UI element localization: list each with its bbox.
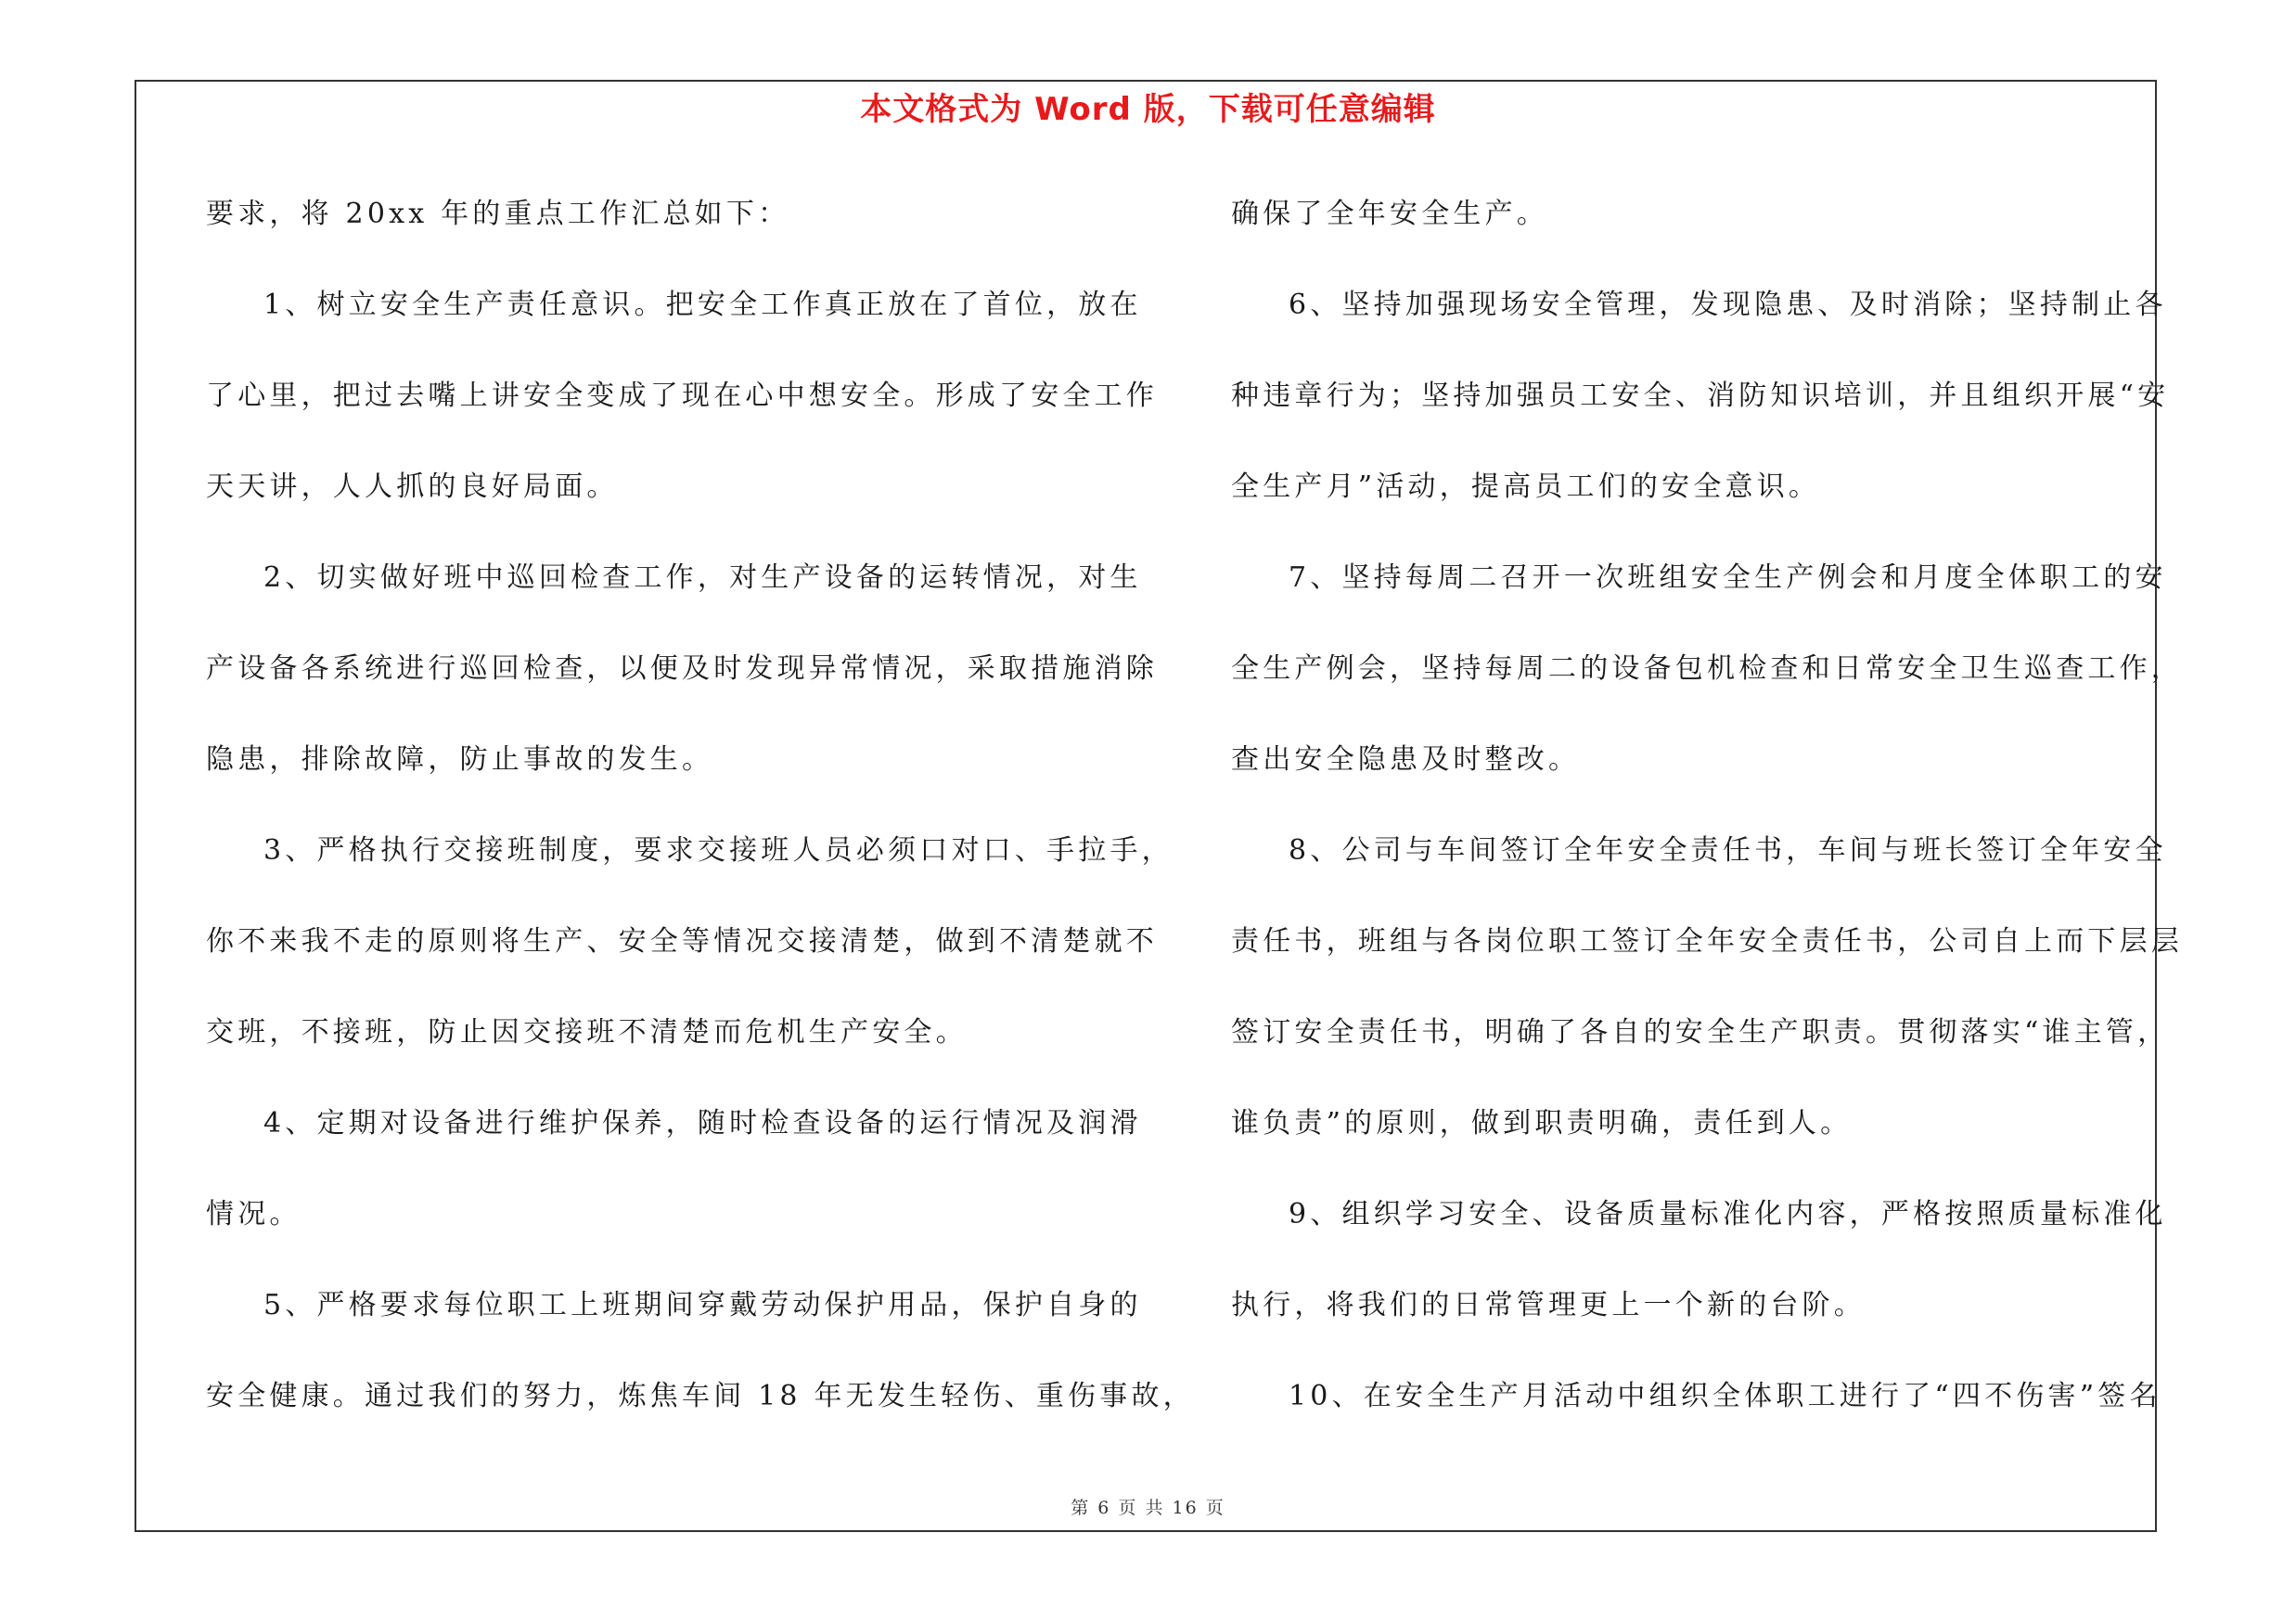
- text-line: 安全健康。通过我们的努力，炼焦车间 18 年无发生轻伤、重伤事故，: [206, 1380, 1195, 1412]
- text-line: 签订安全责任书，明确了各自的安全生产职责。贯彻落实“谁主管，: [1231, 1016, 2170, 1049]
- text-line: 8、公司与车间签订全年安全责任书，车间与班长签订全年安全: [1289, 834, 2167, 867]
- text-line: 执行，将我们的日常管理更上一个新的台阶。: [1231, 1289, 1866, 1321]
- page-number-footer: 第 6 页 共 16 页: [1071, 1498, 1225, 1518]
- text-line: 要求，将 20xx 年的重点工作汇总如下：: [206, 198, 790, 230]
- right-text-column: [1231, 182, 2183, 1455]
- text-line: 查出安全隐患及时整改。: [1231, 743, 1581, 776]
- text-line: 全生产例会，坚持每周二的设备包机检查和日常安全卫生巡查工作，: [1231, 652, 2183, 685]
- text-line: 2、切实做好班中巡回检查工作，对生产设备的运转情况，对生: [263, 561, 1142, 594]
- text-line: 7、坚持每周二召开一次班组安全生产例会和月度全体职工的安: [1289, 561, 2167, 594]
- text-line: 9、组织学习安全、设备质量标准化内容，严格按照质量标准化: [1289, 1198, 2167, 1230]
- text-line: 1、树立安全生产责任意识。把安全工作真正放在了首位，放在: [263, 289, 1142, 321]
- text-line: 了心里，把过去嘴上讲安全变成了现在心中想安全。形成了安全工作: [206, 380, 1158, 412]
- text-line: 种违章行为；坚持加强员工安全、消防知识培训，并且组织开展“安: [1231, 380, 2170, 412]
- text-line: 谁负责”的原则，做到职责明确，责任到人。: [1231, 1107, 1853, 1140]
- text-line: 天天讲，人人抓的良好局面。: [206, 470, 619, 503]
- text-line: 责任书，班组与各岗位职工签订全年安全责任书，公司自上而下层层: [1231, 925, 2183, 958]
- text-line: 确保了全年安全生产。: [1231, 198, 1548, 230]
- text-line: 10、在安全生产月活动中组织全体职工进行了“四不伤害”签名: [1289, 1380, 2161, 1412]
- left-text-column: [206, 182, 1195, 1455]
- text-line: 交班，不接班，防止因交接班不清楚而危机生产安全。: [206, 1016, 968, 1049]
- text-line: 4、定期对设备进行维护保养，随时检查设备的运行情况及润滑: [263, 1107, 1142, 1140]
- text-line: 产设备各系统进行巡回检查，以便及时发现异常情况，采取措施消除: [206, 652, 1158, 685]
- text-line: 3、严格执行交接班制度，要求交接班人员必须口对口、手拉手，: [263, 834, 1174, 867]
- text-line: 6、坚持加强现场安全管理，发现隐患、及时消除；坚持制止各: [1289, 289, 2167, 321]
- text-line: 5、严格要求每位职工上班期间穿戴劳动保护用品，保护自身的: [263, 1289, 1142, 1321]
- text-line: 隐患，排除故障，防止事故的发生。: [206, 743, 714, 776]
- text-line: 情况。: [206, 1198, 301, 1230]
- text-line: 你不来我不走的原则将生产、安全等情况交接清楚，做到不清楚就不: [206, 925, 1158, 958]
- word-format-banner: 本文格式为 Word 版，下载可任意编辑: [860, 91, 1436, 128]
- text-line: 全生产月”活动，提高员工们的安全意识。: [1231, 470, 1821, 503]
